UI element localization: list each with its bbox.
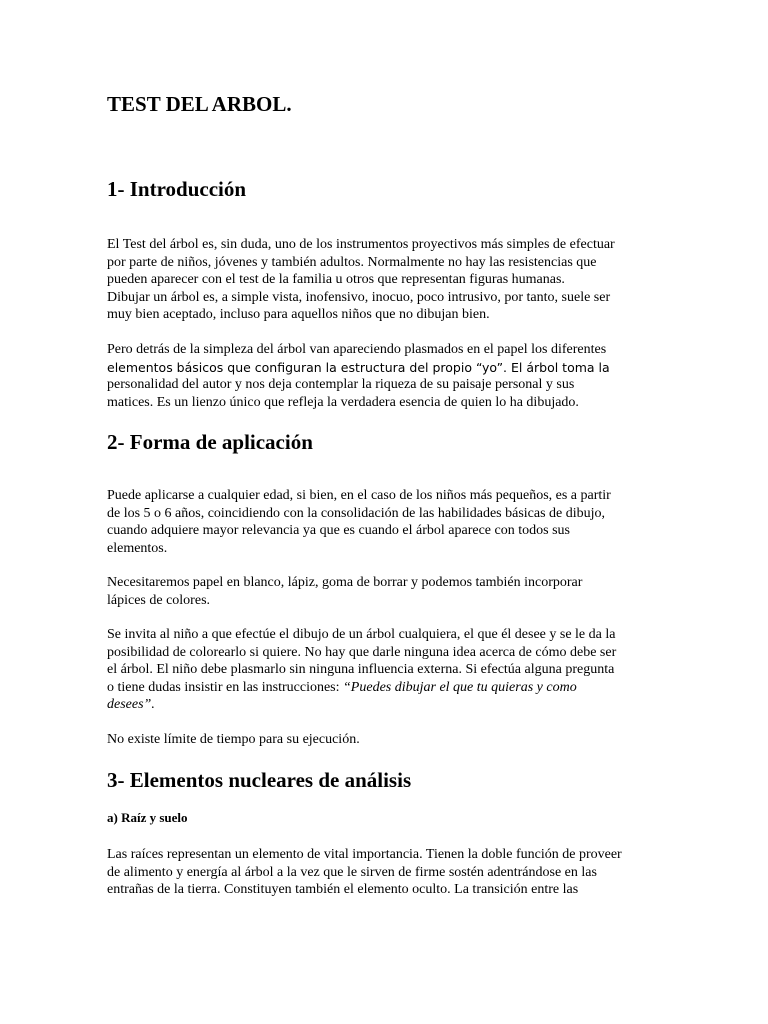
- paragraph-line: Puede aplicarse a cualquier edad, si bien, en el caso de los niños más pequeños, es a partir: [107, 488, 611, 503]
- instruction-quote-continued: desees”.: [107, 697, 155, 712]
- paragraph-line-with-quote: [107, 679, 667, 697]
- instruction-quote: “Puedes dibujar el que tu quieras y como: [343, 679, 577, 695]
- paragraph-line: pueden aparecer con el test de la familia u otros que representan figuras humanas.: [107, 272, 565, 287]
- paragraph-line: Se invita al niño a que efectúe el dibujo de un árbol cualquiera, el que él desee y se le da la: [107, 627, 616, 642]
- paragraph-line: por parte de niños, jóvenes y también adultos. Normalmente no hay las resistencias que: [107, 254, 597, 270]
- paragraph-line: El Test del árbol es, sin duda, uno de los instrumentos proyectivos más simples de efectuar: [107, 237, 615, 252]
- paragraph-line-sans: elementos básicos que configuran la estructura del propio “yo”. El árbol toma la: [107, 359, 610, 375]
- section-1-paragraph-1: [107, 236, 667, 324]
- section-2-paragraph-3: [107, 626, 667, 714]
- paragraph-line: posibilidad de colorearlo si quiere. No hay que darle ninguna idea acerca de cómo debe ser: [107, 644, 617, 660]
- paragraph-line: lápices de colores.: [107, 592, 211, 608]
- section-3-subheading: a) Raíz y suelo: [107, 810, 188, 825]
- document-title: TEST DEL ARBOL.: [107, 92, 292, 116]
- paragraph-line: de alimento y energía al árbol a la vez que le sirven de firme sostén adentrándose en las: [107, 864, 597, 880]
- paragraph-line: Pero detrás de la simpleza del árbol van apareciendo plasmados en el papel los diferentes: [107, 342, 607, 357]
- paragraph-line: No existe límite de tiempo para su ejecución.: [107, 732, 360, 747]
- section-2-paragraph-4: [107, 731, 667, 749]
- paragraph-line: Las raíces representan un elemento de vital importancia. Tienen la doble función de proveer: [107, 847, 622, 862]
- section-3-paragraph-1: [107, 846, 667, 899]
- section-2-heading: 2- Forma de aplicación: [107, 430, 313, 454]
- paragraph-line: elementos.: [107, 540, 168, 556]
- instruction-text: o tiene dudas insistir en las instrucciones:: [107, 679, 344, 695]
- section-2-paragraph-2: [107, 574, 667, 609]
- paragraph-line: personalidad del autor y nos deja contemplar la riqueza de su paisaje personal y sus: [107, 377, 575, 392]
- section-3-heading: 3- Elementos nucleares de análisis: [107, 768, 412, 792]
- section-1-heading: 1- Introducción: [107, 177, 247, 201]
- paragraph-line: de los 5 o 6 años, coincidiendo con la consolidación de las habilidades básicas de dibujo,: [107, 505, 606, 521]
- paragraph-line: entrañas de la tierra. Constituyen también el elemento oculto. La transición entre las: [107, 882, 579, 897]
- paragraph-line: cuando adquiere mayor relevancia ya que es cuando el árbol aparece con todos sus: [107, 523, 570, 538]
- section-2-paragraph-1: [107, 487, 667, 557]
- paragraph-line: muy bien aceptado, incluso para aquellos niños que no dibujan bien.: [107, 307, 490, 322]
- paragraph-line: el árbol. El niño debe plasmarlo sin ninguna influencia externa. Si efectúa alguna pregunta: [107, 662, 615, 677]
- paragraph-line: Dibujar un árbol es, a simple vista, inofensivo, inocuo, poco intrusivo, por tanto, suele ser: [107, 289, 611, 305]
- paragraph-line: Necesitaremos papel en blanco, lápiz, goma de borrar y podemos también incorporar: [107, 575, 583, 590]
- paragraph-line: matices. Es un lienzo único que refleja la verdadera esencia de quien lo ha dibujado.: [107, 394, 579, 410]
- section-1-paragraph-2: [107, 341, 667, 411]
